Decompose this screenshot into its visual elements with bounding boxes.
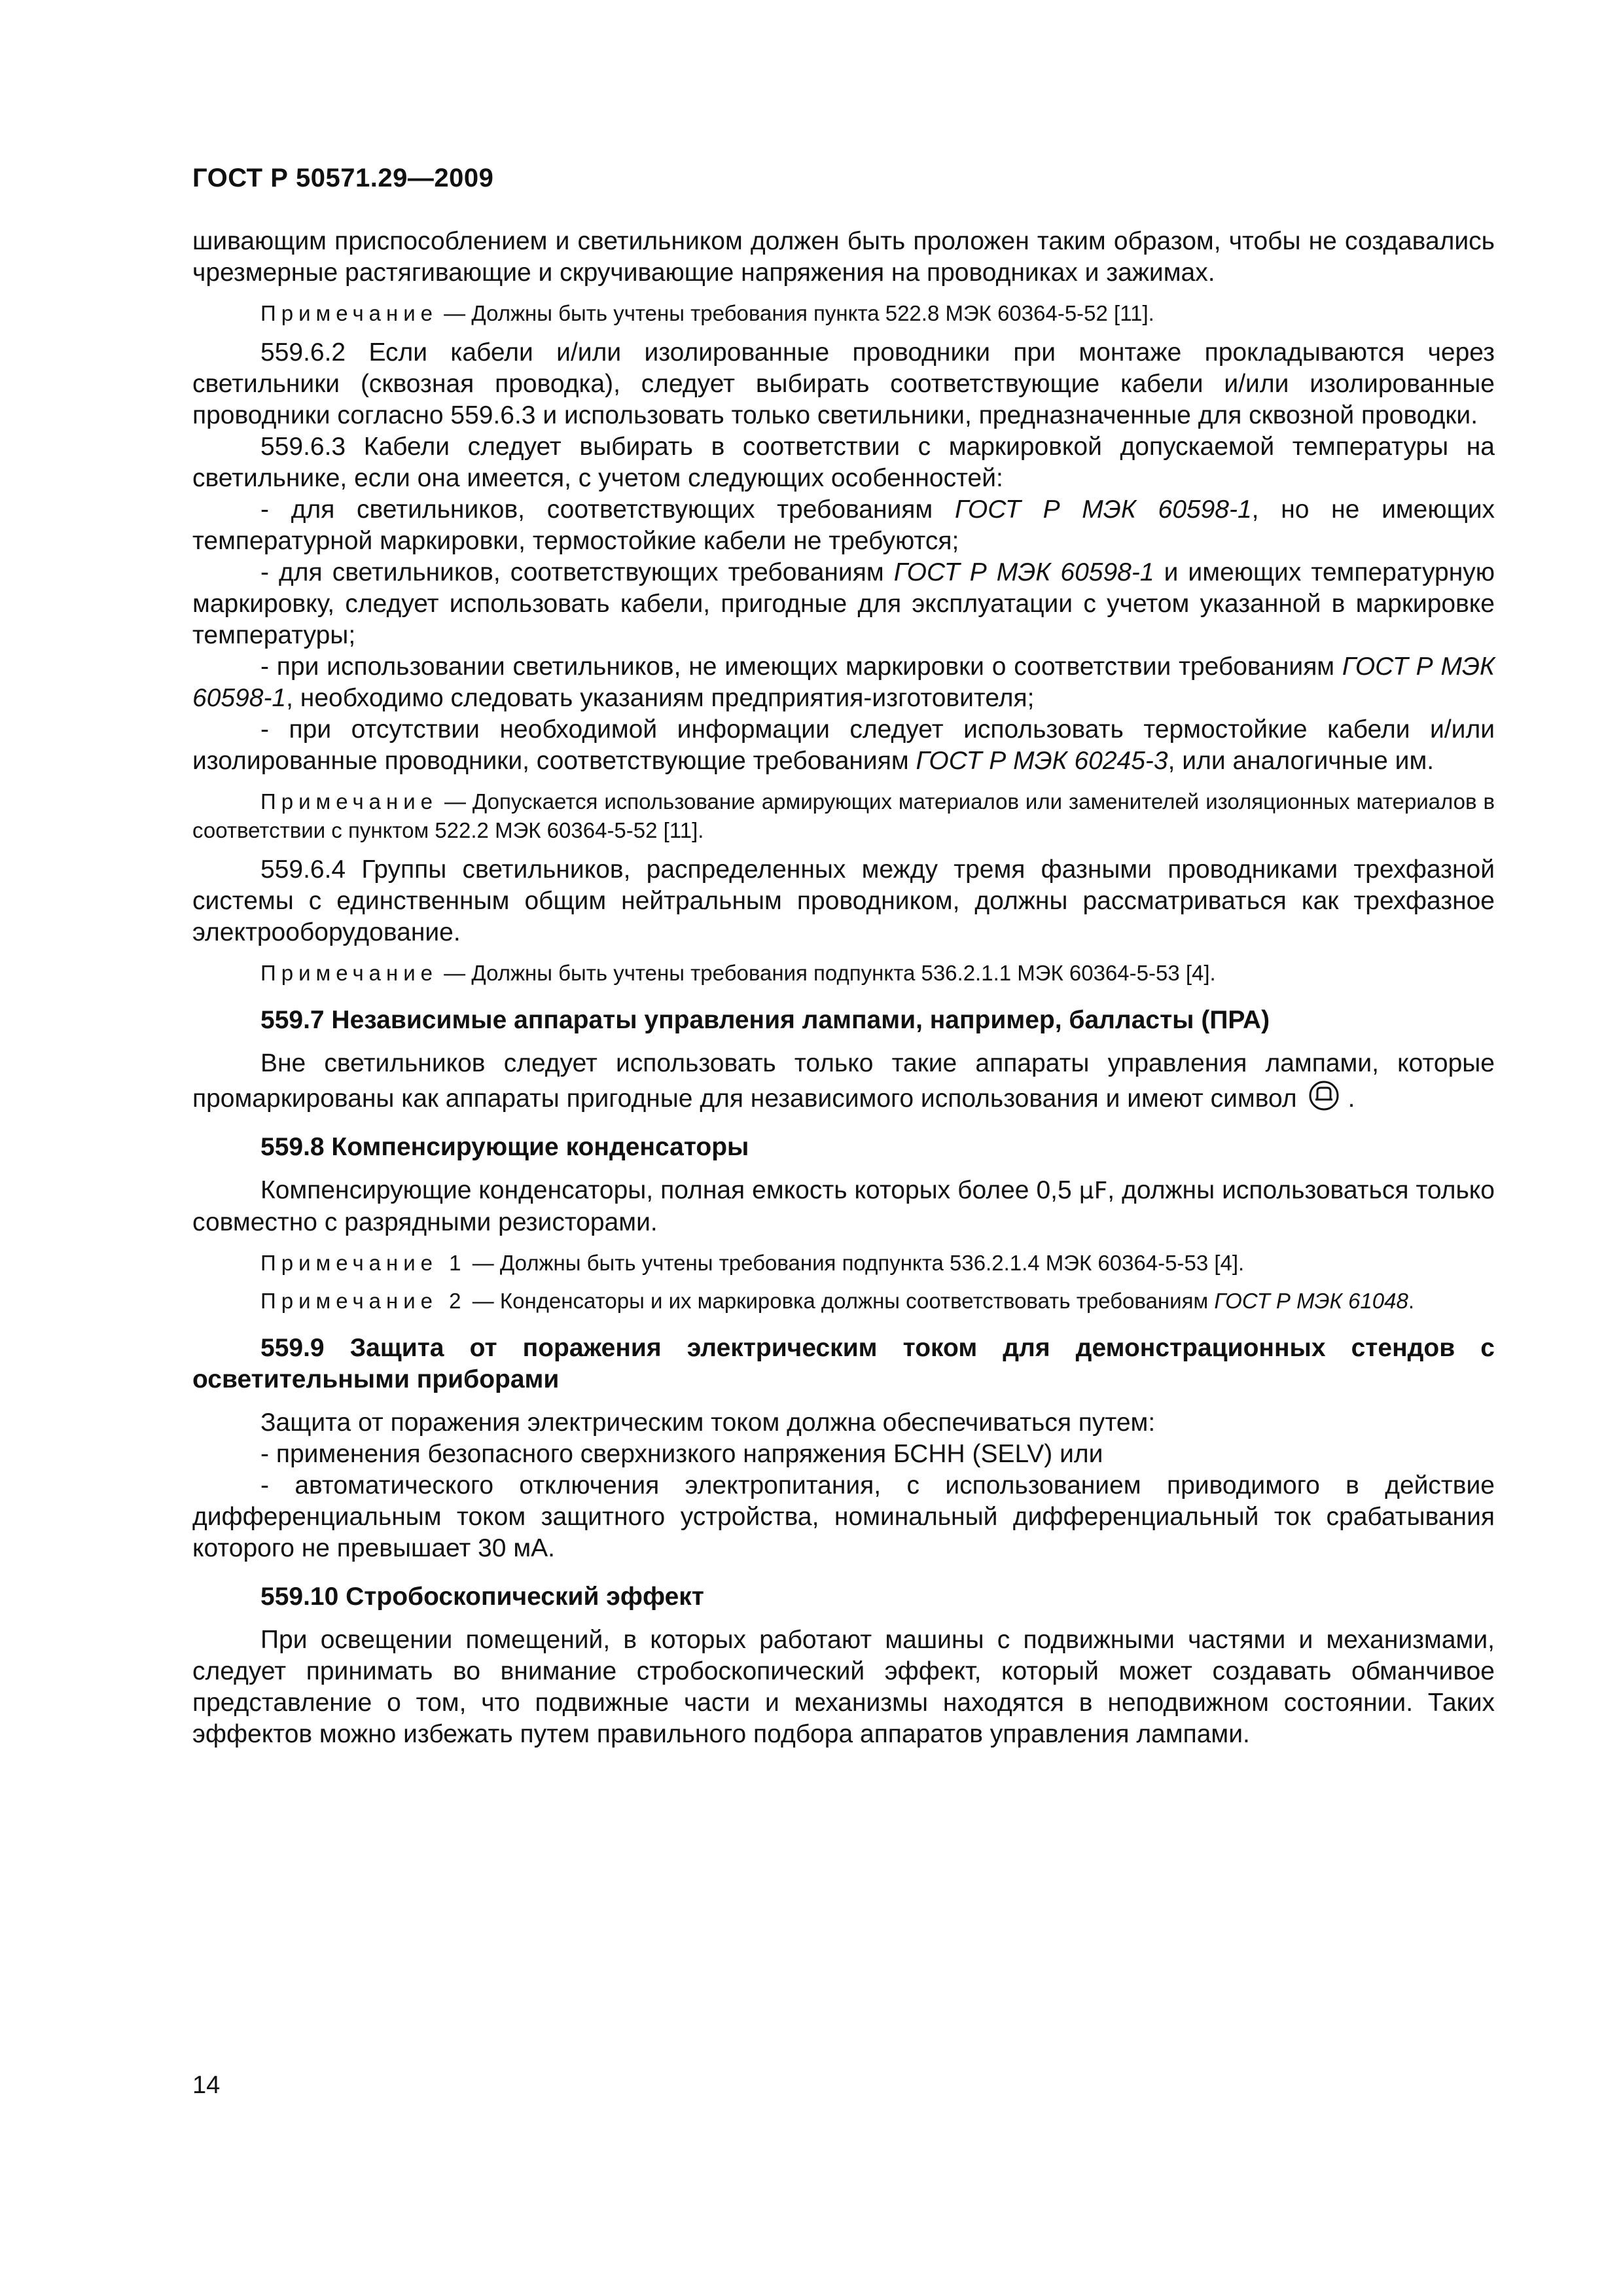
note-text: — Должны быть учтены требования пункта 522.8 МЭК 60364-5-52 [11]. [438,301,1154,325]
note-text: . [1408,1289,1415,1313]
independent-ballast-symbol-icon [1308,1079,1340,1112]
note-text: — Конденсаторы и их маркировка должны соответствовать требованиям [466,1289,1215,1313]
paragraph-continuation: шивающим приспособлением и светильником должен быть проложен таким образом, чтобы не создавались чрезмерные растягивающие и скручивающие напряжения на проводниках и зажимах. [192,227,1495,287]
note-label: Примечание [260,789,438,814]
note-label: Примечание [260,961,438,985]
document-header: ГОСТ Р 50571.29—2009 [192,164,494,192]
note-label: Примечание 1 [260,1251,467,1275]
list-item [192,714,1495,777]
note-label: Примечание 2 [260,1289,467,1313]
note-522-8 [192,299,1495,328]
paragraph-559-7 [192,1048,1495,1115]
paragraph-text: Компенсирующие конденсаторы, полная емкость которых более 0,5 [260,1176,1079,1204]
standard-reference: ГОСТ Р МЭК 60598-1 [954,495,1252,524]
note-text: — Должны быть учтены требования подпункта 536.2.1.1 МЭК 60364-5-53 [4]. [438,961,1216,985]
paragraph-559-6-4: 559.6.4 Группы светильников, распределенных между тремя фазными проводниками трехфазной системы с единственным общим нейтральным проводником, должны рассматриваться как трехфазное электрооборудование. [192,855,1495,946]
paragraph-559-6-3: 559.6.3 Кабели следует выбирать в соответствии с маркировкой допускаемой температуры на светильнике, если она имеется, с учетом следующих особенностей: [192,433,1495,492]
standard-reference: ГОСТ Р МЭК 61048 [1214,1289,1408,1313]
list-item-text: и имеющих температурную маркировку, следует использовать кабели, пригодные для эксплуатации с учетом указанной в маркировке температуры; [192,558,1495,649]
paragraph-559-10: При освещении помещений, в которых работают машины с подвижными частями и механизмами, следует принимать во внимание стробоскопический эффект, который может создавать обманчивое представление о том, что подвижные части и механизмы находятся в неподвижном состоянии. Таких эффектов можно избежать путем правильного подбора аппаратов управления лампами. [192,1626,1495,1748]
list-item [192,557,1495,651]
list-item [192,651,1495,714]
section-heading-559-7: 559.7 Независимые аппараты управления лампами, например, балласты (ПРА) [260,1006,1270,1034]
standard-reference: ГОСТ Р МЭК 60245-3 [916,747,1168,775]
list-item-text: - для светильников, соответствующих требованиям [260,495,955,524]
document-body [192,226,1495,1750]
list-item-text: - при отсутствии необходимой информации следует использовать термостойкие кабели и/или изолированные проводники, соответствующие требованиям [192,715,1495,775]
note-label: Примечание [260,301,438,325]
section-heading-559-8: 559.8 Компенсирующие конденсаторы [260,1133,749,1161]
unit-text: µF [1079,1177,1108,1204]
standard-reference: ГОСТ Р МЭК 60598-1 [893,558,1154,586]
paragraph-559-8 [192,1175,1495,1238]
list-item-text: , но не имеющих температурной маркировки, термостойкие кабели не требуются; [192,495,1495,555]
list-item-text: , или аналогичные им. [1168,747,1435,775]
section-heading-559-9: 559.9 Защита от поражения электрическим током для демонстрационных стендов с осветительными приборами [192,1334,1495,1393]
list-item-text: , необходимо следовать указаниям предприятия-изготовителя; [286,684,1035,712]
paragraph-text: . [1347,1085,1355,1113]
paragraph-559-6-2: 559.6.2 Если кабели и/или изолированные проводники при монтаже прокладываются через светильники (сквозная проводка), следует выбирать соответствующие кабели и/или изолированные проводники согласно 559.6.3 и использовать только светильники, предназначенные для сквозной проводки. [192,338,1495,429]
note-text: — Должны быть учтены требования подпункта 536.2.1.4 МЭК 60364-5-53 [4]. [466,1251,1245,1275]
paragraph-text: Вне светильников следует использовать только такие аппараты управления лампами, которые промаркированы как аппараты пригодные для независимого использования и имеют символ [192,1049,1495,1113]
list-item-text: - для светильников, соответствующих требованиям [260,558,894,586]
page-number: 14 [192,2072,221,2099]
list-item-text: - при использовании светильников, не имеющих маркировки о соответствии требованиям [260,653,1342,681]
note-536-2-1-1 [192,959,1495,988]
note-536-2-1-4 [192,1249,1495,1278]
note-522-2 [192,787,1495,845]
paragraph-text: , должны использоваться только совместно с разрядными резисторами. [192,1176,1495,1236]
list-item: - применения безопасного сверхнизкого напряжения БСНН (SELV) или [260,1440,1103,1468]
note-text: — Допускается использование армирующих материалов или заменителей изоляционных материалов в соответствии с пунктом 522.2 МЭК 60364-5-52 [11]. [192,789,1495,842]
list-item: - автоматического отключения электропитания, с использованием приводимого в действие дифференциальным током защитного устройства, номинальный дифференциальный ток срабатывания которого не превышает 30 мА. [192,1471,1495,1562]
section-heading-559-10: 559.10 Стробоскопический эффект [260,1583,704,1611]
list-item [192,494,1495,557]
note-61048 [192,1287,1495,1316]
paragraph-559-9: Защита от поражения электрическим током должна обеспечиваться путем: [260,1408,1156,1437]
standard-reference: ГОСТ Р МЭК 60598-1 [192,653,1495,712]
